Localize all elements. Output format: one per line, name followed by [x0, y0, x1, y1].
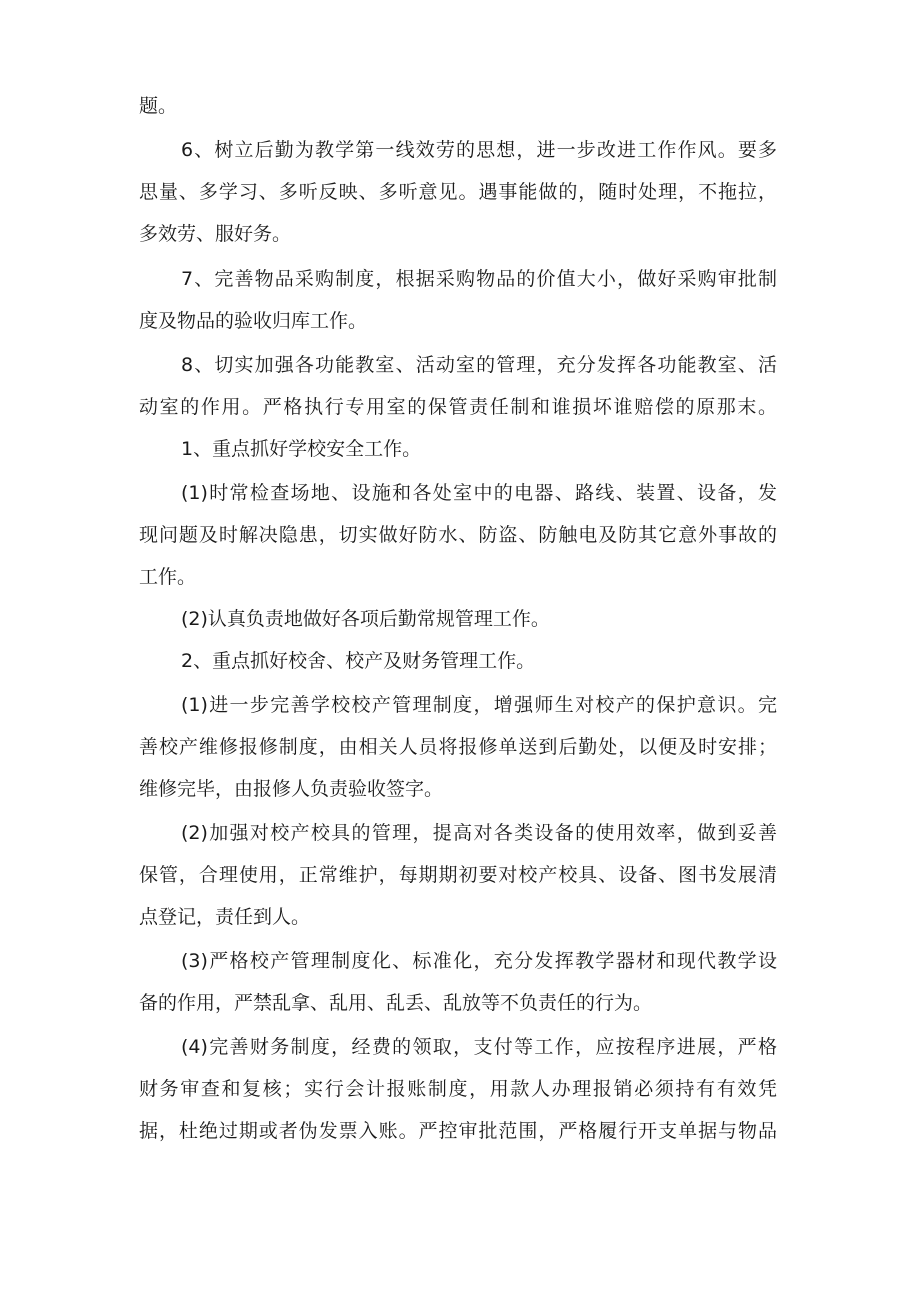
text-line: 6、树立后勤为教学第一线效劳的思想，进一步改进工作作风。要多: [181, 139, 777, 161]
text-line: (3)严格校产管理制度化、标准化，充分发挥教学器材和现代教学设: [181, 950, 777, 972]
text-line: 备的作用，严禁乱拿、乱用、乱丢、乱放等不负责任的行为。: [139, 992, 653, 1014]
text-line: (2)认真负责地做好各项后勤常规管理工作。: [181, 608, 550, 630]
text-line: (4)完善财务制度，经费的领取，支付等工作，应按程序进展，严格: [181, 1036, 777, 1058]
text-line: (2)加强对校产校具的管理，提高对各类设备的使用效率，做到妥善: [181, 822, 777, 844]
text-line: 现问题及时解决隐患，切实做好防水、防盗、防触电及防其它意外事故的: [139, 524, 777, 546]
text-line: 财务审查和复核；实行会计报账制度，用款人办理报销必须持有有效凭: [139, 1078, 777, 1100]
text-line: 7、完善物品采购制度，根据采购物品的价值大小，做好采购审批制: [181, 268, 777, 290]
text-line: 思量、多学习、多听反映、多听意见。遇事能做的，随时处理，不拖拉，: [139, 181, 777, 203]
text-line: 据，杜绝过期或者伪发票入账。严控审批范围，严格履行开支单据与物品: [139, 1120, 777, 1142]
text-line: 动室的作用。严格执行专用室的保管责任制和谁损坏谁赔偿的原那末。: [139, 396, 777, 418]
text-line: 维修完毕，由报修人负责验收签字。: [139, 778, 444, 800]
text-line: 工作。: [139, 566, 197, 588]
text-line: 2、重点抓好校舍、校产及财务管理工作。: [181, 650, 536, 672]
text-line: 1、重点抓好学校安全工作。: [181, 438, 422, 460]
text-line: 善校产维修报修制度，由相关人员将报修单送到后勤处，以便及时安排；: [139, 736, 777, 758]
text-line: (1)时常检查场地、设施和各处室中的电器、路线、装置、设备，发: [181, 482, 777, 504]
text-line: 点登记，责任到人。: [139, 906, 311, 928]
text-line: (1)进一步完善学校校产管理制度，增强师生对校产的保护意识。完: [181, 694, 777, 716]
text-line: 题。: [139, 95, 178, 117]
text-line: 保管，合理使用，正常维护，每期期初要对校产校具、设备、图书发展清: [139, 864, 777, 886]
text-line: 度及物品的验收归库工作。: [139, 310, 368, 332]
text-line: 8、切实加强各功能教室、活动室的管理，充分发挥各功能教室、活: [181, 354, 777, 376]
text-line: 多效劳、服好务。: [139, 223, 292, 245]
